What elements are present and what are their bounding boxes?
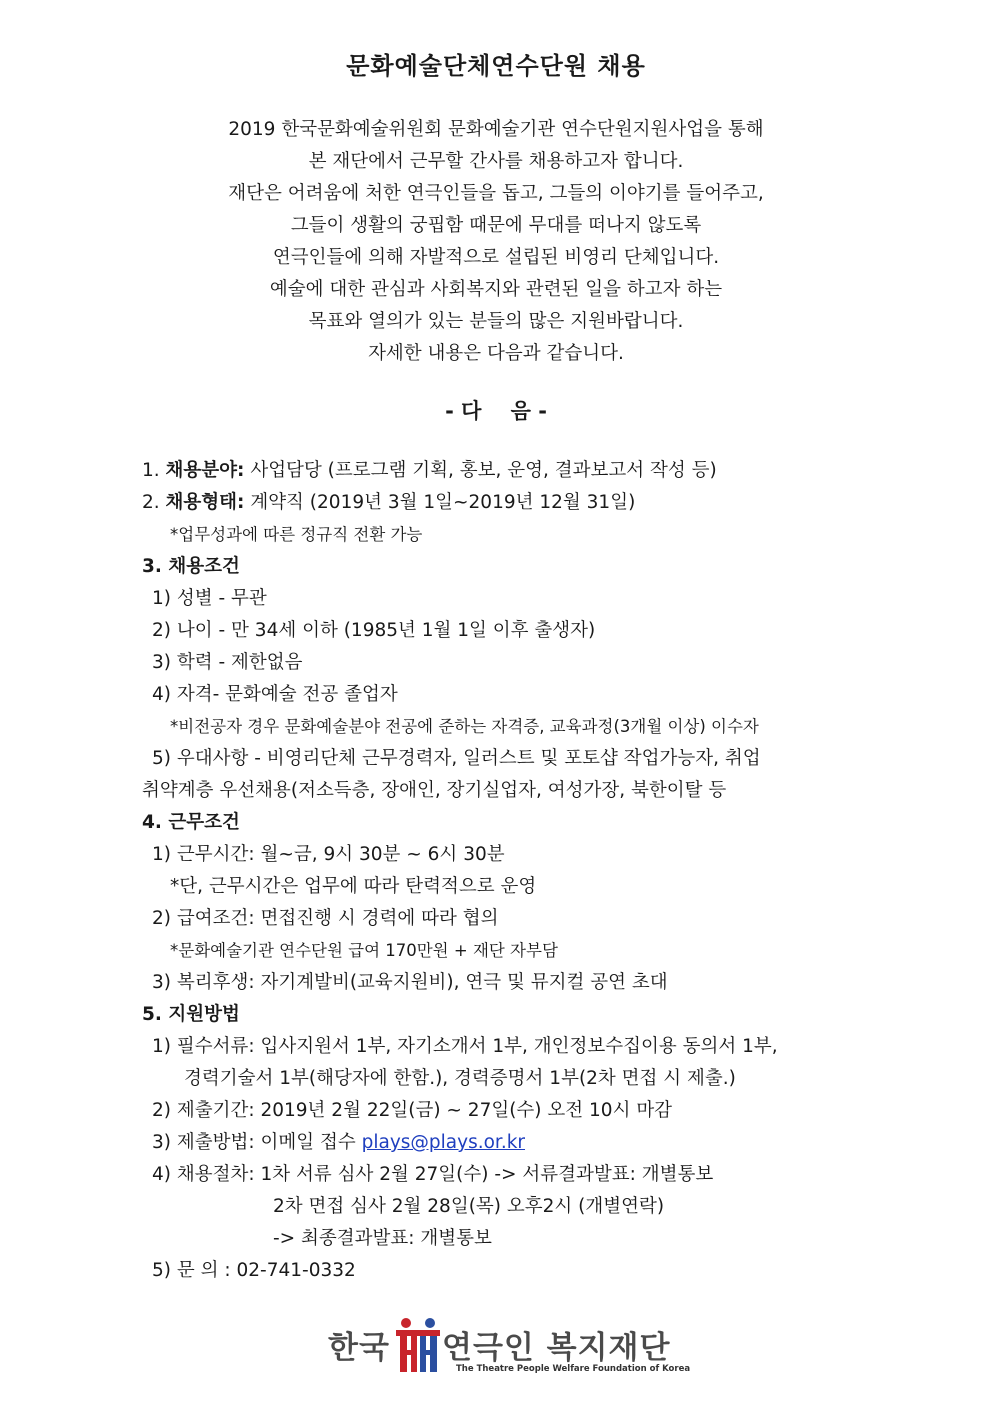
section-heading — [142, 807, 862, 839]
logo-text-left: 한국 — [328, 1330, 390, 1366]
section-heading-text: 4. 근무조건 — [142, 812, 240, 833]
page-title: 문화예술단체연수단원 채용 — [346, 52, 646, 80]
section-heading-text: 5. 지원방법 — [142, 1004, 240, 1025]
hiring-process-final: -> 최종결과발표: 개별통보 — [273, 1228, 492, 1249]
section-heading-text: 3. 채용조건 — [142, 556, 240, 577]
intro-line: 예술에 대한 관심과 사회복지와 관련된 일을 하고자 하는 — [269, 279, 723, 300]
condition-age: 2) 나이 - 만 34세 이하 (1985년 1월 1일 이후 출생자) — [152, 620, 596, 641]
item-text: 사업담당 (프로그램 기획, 홍보, 운영, 결과보고서 작성 등) — [244, 460, 717, 481]
logo-text-right: 연극인 복지재단 — [442, 1330, 671, 1366]
submission-period: 2) 제출기간: 2019년 2월 22일(금) ~ 27일(수) 오전 10시 마감 — [152, 1100, 673, 1121]
intro-line: 그들이 생활의 궁핍함 때문에 무대를 떠나지 않도록 — [290, 215, 702, 236]
item-text: 계약직 (2019년 3월 1일~2019년 12월 31일) — [244, 492, 636, 513]
intro-line: 연극인들에 의해 자발적으로 설립된 비영리 단체입니다. — [272, 247, 720, 268]
employment-type — [142, 487, 862, 519]
intro-paragraph — [0, 114, 992, 370]
section-heading — [142, 999, 862, 1031]
intro-line: 본 재단에서 근무할 간사를 채용하고자 합니다. — [308, 151, 684, 172]
section-divider-heading: - 다 음 - — [445, 399, 547, 423]
section-heading — [142, 551, 862, 583]
condition-preference-cont: 취약계층 우선채용(저소득층, 장애인, 장기실업자, 여성가장, 북한이탈 등 — [142, 780, 727, 801]
foundation-logo — [326, 1316, 691, 1380]
people-figures-icon — [394, 1316, 442, 1376]
work-hours-note: *단, 근무시간은 업무에 따라 탄력적으로 운영 — [170, 876, 537, 897]
item-label: 채용분야: — [165, 460, 245, 481]
logo-subtitle: The Theatre People Welfare Foundation of Korea — [456, 1364, 691, 1374]
intro-line: 목표와 열의가 있는 분들의 많은 지원바랍니다. — [308, 311, 684, 332]
item-number: 1. — [142, 460, 166, 481]
email-link[interactable]: plays@plays.or.kr — [361, 1132, 526, 1153]
intro-line: 2019 한국문화예술위원회 문화예술기관 연수단원지원사업을 통해 — [228, 119, 764, 140]
required-documents-cont: 경력기술서 1부(해당자에 한함.), 경력증명서 1부(2차 면접 시 제출.) — [184, 1068, 736, 1089]
item-number: 2. — [142, 492, 166, 513]
submission-method-text: 3) 제출방법: 이메일 접수 — [152, 1132, 362, 1153]
condition-education: 3) 학력 - 제한없음 — [152, 652, 303, 673]
welfare: 3) 복리후생: 자기계발비(교육지원비), 연극 및 뮤지컬 공연 초대 — [152, 972, 668, 993]
contact-phone: 5) 문 의 : 02-741-0332 — [152, 1260, 356, 1281]
details-body — [142, 455, 862, 1287]
employment-note: *업무성과에 따른 정규직 전환 가능 — [170, 525, 423, 544]
salary-note: *문화예술기관 연수단원 급여 170만원 + 재단 자부담 — [170, 941, 558, 960]
required-documents: 1) 필수서류: 입사지원서 1부, 자기소개서 1부, 개인정보수집이용 동의서 1부, — [152, 1036, 778, 1057]
condition-gender: 1) 성별 - 무관 — [152, 588, 267, 609]
qualification-note: *비전공자 경우 문화예술분야 전공에 준하는 자격증, 교육과정(3개월 이상) 이수자 — [170, 717, 759, 736]
hiring-process: 4) 채용절차: 1차 서류 심사 2월 27일(수) -> 서류결과발표: 개별통보 — [152, 1164, 714, 1185]
work-hours: 1) 근무시간: 월~금, 9시 30분 ~ 6시 30분 — [152, 844, 505, 865]
hiring-process-step2: 2차 면접 심사 2월 28일(목) 오후2시 (개별연락) — [273, 1196, 665, 1217]
recruit-field — [142, 455, 862, 487]
condition-qualification: 4) 자격- 문화예술 전공 졸업자 — [152, 684, 398, 705]
item-label: 채용형태: — [165, 492, 245, 513]
intro-line: 자세한 내용은 다음과 같습니다. — [368, 343, 624, 364]
condition-preference: 5) 우대사항 - 비영리단체 근무경력자, 일러스트 및 포토샵 작업가능자, 취업 — [152, 748, 761, 769]
submission-method — [142, 1127, 862, 1159]
intro-line: 재단은 어려움에 처한 연극인들을 돕고, 그들의 이야기를 들어주고, — [228, 183, 764, 204]
salary: 2) 급여조건: 면접진행 시 경력에 따라 협의 — [152, 908, 499, 929]
